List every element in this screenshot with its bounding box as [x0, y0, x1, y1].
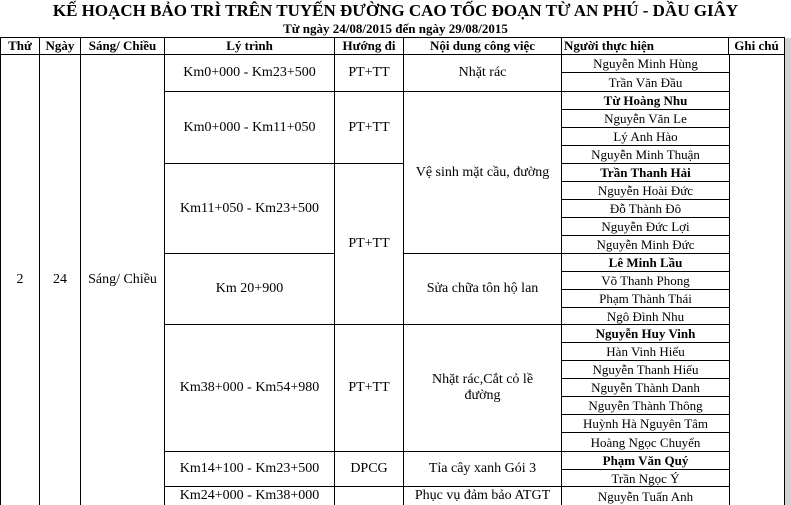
ghi-chu-cell [729, 55, 785, 505]
ly-trinh-cell: Km 20+900 [165, 254, 335, 325]
huong-di-cell: PT+TT [335, 325, 404, 452]
person-cell: Nguyễn Văn Le [562, 110, 729, 128]
person-cell: Phạm Văn Quý [562, 452, 729, 470]
ly-trinh-cell: Km14+100 - Km23+500 [165, 452, 335, 487]
person-cell: Nguyễn Thành Thông [562, 397, 729, 415]
ly-trinh-cell: Km11+050 - Km23+500 [165, 164, 335, 254]
sheet-subtitle: Từ ngày 24/08/2015 đến ngày 29/08/2015 [283, 21, 508, 36]
huong-di-cell: PT+TT [335, 164, 404, 325]
noi-dung-cell: Phục vụ đảm bảo ATGT [404, 487, 562, 505]
header-huong-di: Hướng đi [335, 37, 404, 55]
header-ly-trinh: Lý trình [165, 37, 335, 55]
person-cell: Trần Ngọc Ý [562, 470, 729, 487]
sheet-title: KẾ HOẠCH BẢO TRÌ TRÊN TUYẾN ĐƯỜNG CAO TỐC ĐOẠN TỪ AN PHÚ - DẦU GIÂY [52, 1, 739, 20]
person-cell: Nguyễn Minh Thuận [562, 146, 729, 164]
huong-di-cell: PT+TT [335, 92, 404, 164]
ly-trinh-cell: Km0+000 - Km11+050 [165, 92, 335, 164]
ly-trinh-cell: Km38+000 - Km54+980 [165, 325, 335, 452]
huong-di-cell: DPCG [335, 452, 404, 487]
person-cell: Huỳnh Hà Nguyên Tâm [562, 415, 729, 433]
person-cell: Võ Thanh Phong [562, 272, 729, 290]
person-cell: Nguyễn Huy Vinh [562, 325, 729, 343]
person-cell: Ngô Đình Nhu [562, 308, 729, 325]
person-cell: Từ Hoàng Nhu [562, 92, 729, 110]
person-cell: Lê Minh Lầu [562, 254, 729, 272]
cell-ngay: 24 [40, 55, 81, 505]
header-noi-dung: Nội dung công việc [404, 37, 562, 55]
cell-buoi: Sáng/ Chiều [81, 55, 165, 505]
huong-di-cell [335, 487, 404, 505]
person-cell: Nguyễn Thanh Hiếu [562, 361, 729, 379]
person-cell: Nguyễn Hoài Đức [562, 182, 729, 200]
cell-thu: 2 [0, 55, 40, 505]
header-buoi: Sáng/ Chiều [81, 37, 165, 55]
noi-dung-cell: Vệ sinh mặt cầu, đường [404, 92, 562, 254]
huong-di-cell: PT+TT [335, 55, 404, 92]
person-cell: Hoàng Ngọc Chuyển [562, 433, 729, 452]
ly-trinh-cell: Km24+000 - Km38+000 [165, 487, 335, 505]
person-cell: Nguyễn Đức Lợi [562, 218, 729, 236]
person-cell: Trần Thanh Hải [562, 164, 729, 182]
header-ghi-chu: Ghi chú [729, 37, 785, 55]
noi-dung-cell: Nhặt rác,Cắt cỏ lề đường [404, 325, 562, 452]
noi-dung-cell: Nhặt rác [404, 55, 562, 92]
person-cell: Trần Văn Đầu [562, 73, 729, 92]
person-cell: Phạm Thành Thái [562, 290, 729, 308]
grid-edge [785, 38, 791, 505]
person-cell: Nguyễn Minh Hùng [562, 55, 729, 73]
person-cell: Lý Anh Hào [562, 128, 729, 146]
noi-dung-cell: Tỉa cây xanh Gói 3 [404, 452, 562, 487]
ly-trinh-cell: Km0+000 - Km23+500 [165, 55, 335, 92]
noi-dung-cell: Sửa chữa tôn hộ lan [404, 254, 562, 325]
header-thu: Thứ [0, 37, 40, 55]
person-cell: Đỗ Thành Đô [562, 200, 729, 218]
person-cell: Nguyễn Tuấn Anh [597, 488, 694, 504]
header-ngay: Ngày [40, 37, 81, 55]
person-cell: Hàn Vinh Hiếu [562, 343, 729, 361]
header-nguoi: Người thực hiện [562, 37, 729, 55]
person-cell: Nguyễn Minh Đức [562, 236, 729, 254]
person-cell: Nguyễn Thành Danh [562, 379, 729, 397]
